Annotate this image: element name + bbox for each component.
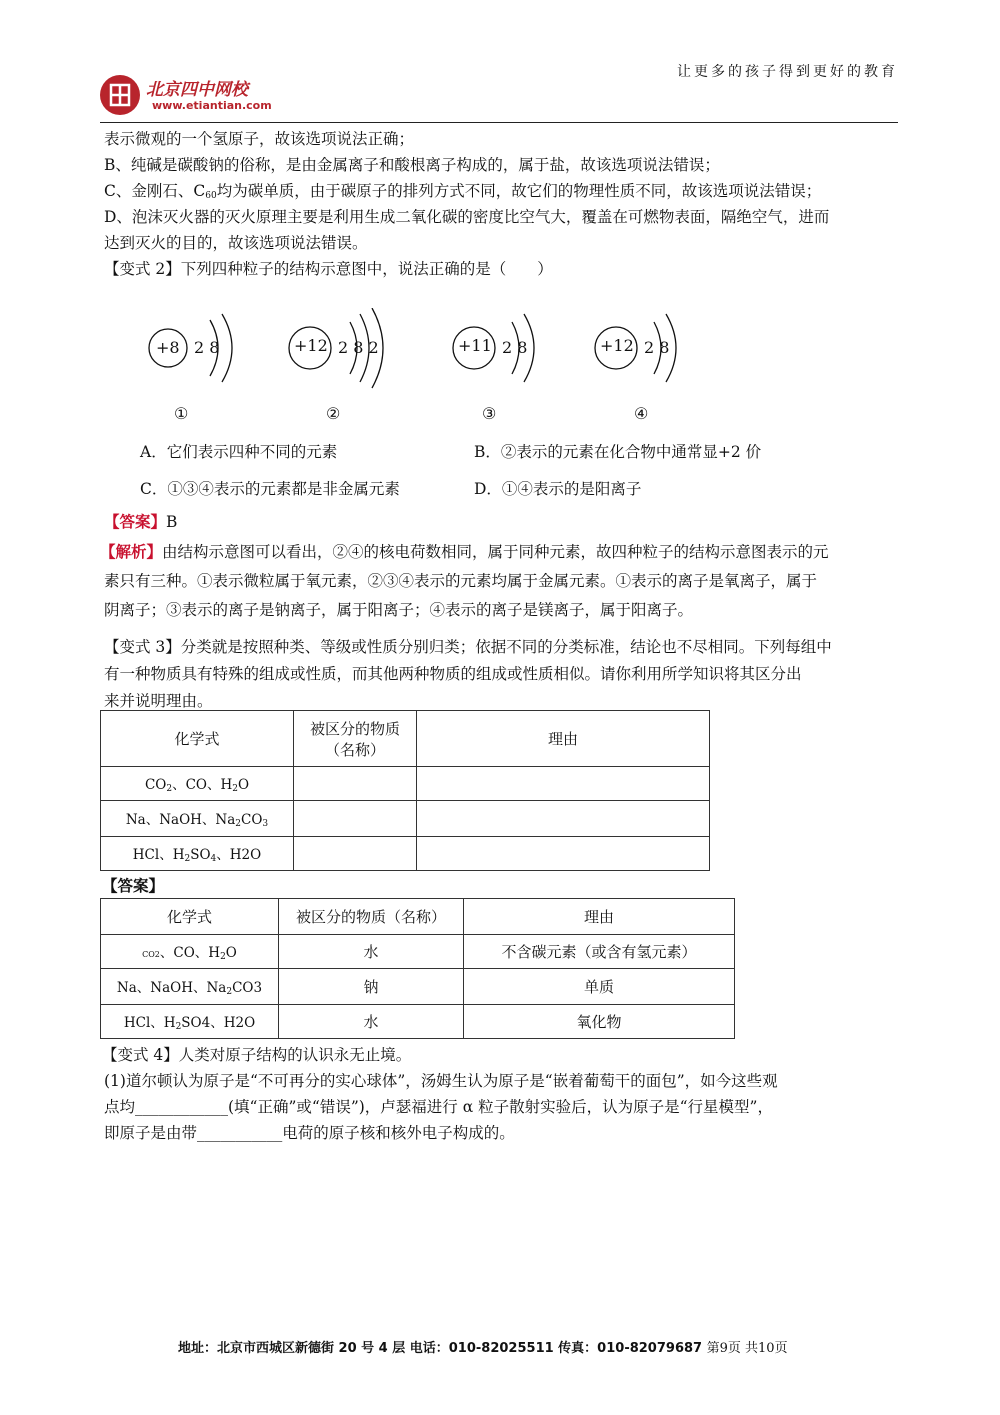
text-line: 素只有三种。①表示微粒属于氧元素，②③④表示的元素均属于金属元素。①表示的离子是氧离子，属于	[104, 572, 818, 590]
classification-table-blank	[100, 710, 710, 871]
text-line: 达到灭火的目的，故该选项说法错误。	[104, 234, 368, 252]
name-cell: 水	[279, 1005, 464, 1039]
reason-cell: 不含碳元素（或含有氢元素）	[464, 935, 735, 969]
question-2: 【变式 2】下列四种粒子的结构示意图中，说法正确的是（ ）	[104, 260, 553, 278]
text-line: 阴离子；③表示的离子是钠离子，属于阳离子；④表示的离子是镁离子，属于阳离子。	[104, 601, 694, 619]
option-b: B．②表示的元素在化合物中通常显+2 价	[474, 443, 762, 461]
page-header	[100, 55, 898, 123]
name-cell: 钠	[279, 969, 464, 1005]
electron-shells: 2 8 2	[338, 338, 379, 357]
electron-shells: 2 8	[194, 338, 220, 357]
reason-cell: 单质	[464, 969, 735, 1005]
classification-table-answer	[100, 898, 735, 1039]
nucleus-charge: +12	[600, 336, 634, 355]
logo-url: www.etiantian.com	[152, 99, 272, 112]
atom-diagram	[592, 308, 712, 423]
electron-shells: 2 8	[644, 338, 670, 357]
electron-shells: 2 8	[502, 338, 528, 357]
diagram-label: ③	[482, 404, 497, 423]
text-line: 即原子是由带___________电荷的原子核和核外电子构成的。	[104, 1124, 515, 1142]
atom-diagram	[286, 308, 406, 423]
reason-cell: 氧化物	[464, 1005, 735, 1039]
text-line: D、泡沫灭火器的灭火原理主要是利用生成二氧化碳的密度比空气大，覆盖在可燃物表面，隔绝空气，进而	[104, 208, 830, 226]
table-header: 化学式	[101, 711, 294, 767]
nucleus-charge: +11	[458, 336, 492, 355]
text-line: C、金刚石、$C_{60}$均为碳单质，由于碳原子的排列方式不同，故它们的物理性质不同，故该选项说法错误；	[104, 182, 822, 201]
answer-cell[interactable]	[294, 801, 417, 837]
table-row	[101, 1005, 735, 1039]
table-header: 被区分的物质 （名称）	[294, 711, 417, 767]
reason-cell[interactable]	[417, 767, 710, 801]
text-line: 有一种物质具有特殊的组成或性质，而其他两种物质的组成或性质相似。请你利用所学知识将其区分出	[104, 665, 802, 683]
formula-cell: HCl、$H_2SO4$、H2O	[101, 1005, 279, 1039]
question-4: 【变式 4】人类对原子结构的认识永无止境。	[102, 1046, 412, 1064]
atom-diagram	[450, 308, 570, 423]
logo-name: 北京四中网校	[146, 80, 248, 100]
answer-line: 【答案】B	[104, 512, 178, 531]
nucleus-charge: +8	[156, 338, 180, 357]
option-a: A．它们表示四种不同的元素	[140, 443, 338, 461]
name-cell: 水	[279, 935, 464, 969]
atom-diagrams	[104, 308, 670, 428]
table-header: 被区分的物质（名称）	[279, 899, 464, 935]
table-header: 化学式	[101, 899, 279, 935]
table-row	[101, 935, 735, 969]
option-d: D．①④表示的是阳离子	[474, 480, 642, 498]
analysis-line: 【解析】由结构示意图可以看出，②④的核电荷数相同，属于同种元素，故四种粒子的结构示意图表示的元	[100, 542, 829, 561]
page-number: 第9页 共10页	[706, 1341, 788, 1356]
formula-cell: Na、NaOH、$Na_2CO3$	[101, 969, 279, 1005]
answer-tag: 【答案】	[102, 876, 165, 895]
diagram-label: ④	[634, 404, 649, 423]
text-line: (1)道尔顿认为原子是“不可再分的实心球体”，汤姆生认为原子是“嵌着葡萄干的面包”，如今这些观	[104, 1072, 778, 1090]
atom-diagram	[144, 308, 264, 423]
reason-cell[interactable]	[417, 837, 710, 871]
logo-emblem-icon	[100, 75, 140, 115]
table-row	[101, 969, 735, 1005]
nucleus-charge: +12	[294, 336, 328, 355]
diagram-label: ①	[174, 404, 189, 423]
text-line: 来并说明理由。	[104, 692, 213, 710]
formula-cell: Na、NaOH、$Na_2CO_3$	[101, 801, 294, 837]
formula-cell: $CO_2$、CO、$H_2O$	[101, 767, 294, 801]
table-row	[101, 801, 710, 837]
table-header: 理由	[417, 711, 710, 767]
table-header: 理由	[464, 899, 735, 935]
answer-cell[interactable]	[294, 767, 417, 801]
text-line: 表示微观的一个氢原子，故该选项说法正确；	[104, 130, 415, 148]
formula-cell: CO2、CO、$H_2O$	[101, 935, 279, 969]
text-line: B、纯碱是碳酸钠的俗称，是由金属离子和酸根离子构成的，属于盐，故该选项说法错误；	[104, 156, 720, 174]
footer-address: 地址：北京市西城区新德街 20 号 4 层 电话：010-82025511 传真：010-82079687	[178, 1341, 703, 1356]
diagram-label: ②	[326, 404, 341, 423]
header-divider	[100, 122, 898, 123]
reason-cell[interactable]	[417, 801, 710, 837]
answer-cell[interactable]	[294, 837, 417, 871]
formula-cell: HCl、$H_2SO_4$、H2O	[101, 837, 294, 871]
slogan: 让更多的孩子得到更好的教育	[677, 64, 898, 80]
table-row	[101, 837, 710, 871]
table-row	[101, 767, 710, 801]
text-line: 点均____________(填“正确”或“错误”)，卢瑟福进行 α 粒子散射实验后，认为原子是“行星模型”，	[104, 1098, 773, 1116]
page-footer	[178, 1337, 788, 1356]
option-c: C．①③④表示的元素都是非金属元素	[140, 480, 400, 498]
question-3: 【变式 3】分类就是按照种类、等级或性质分别归类；依据不同的分类标准，结论也不尽相同。下列每组中	[104, 638, 832, 656]
